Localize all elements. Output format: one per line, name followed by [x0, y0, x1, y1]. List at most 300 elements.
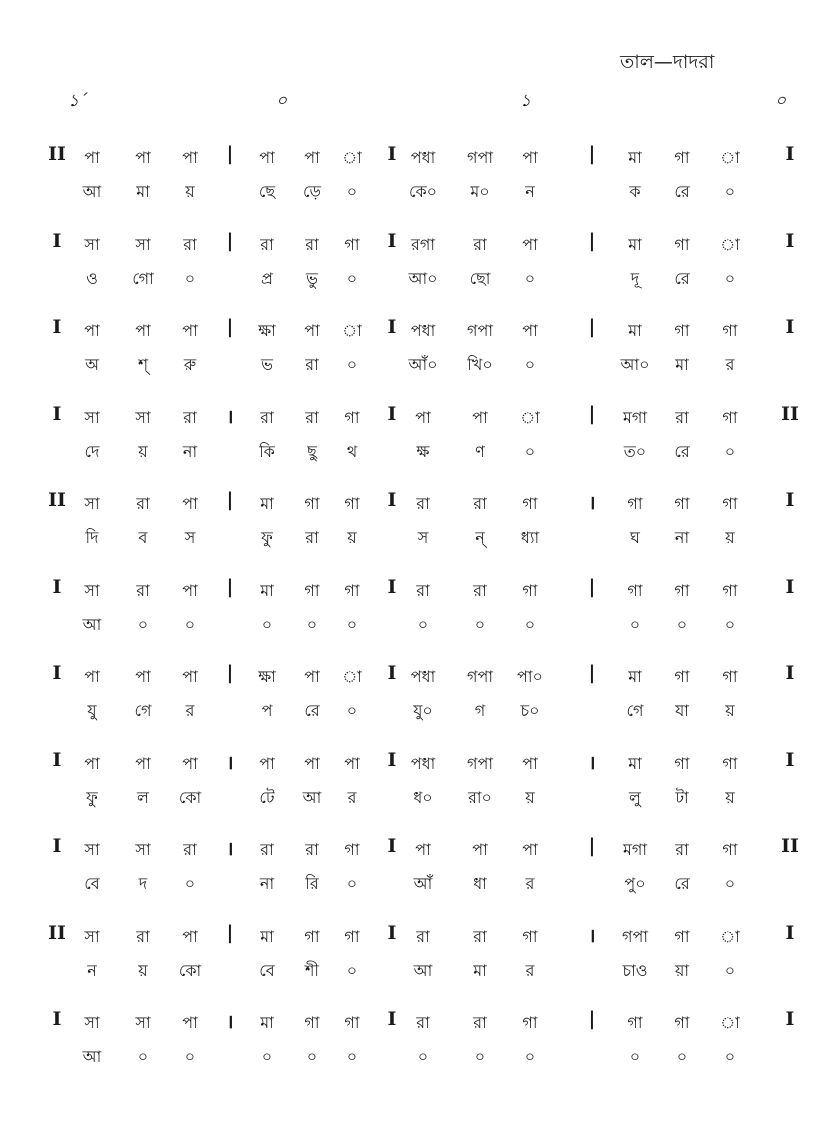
bar-mark: | — [226, 921, 234, 944]
bar-mark: I — [785, 575, 795, 598]
swara-note: মগা — [622, 840, 647, 859]
bar-mark: I — [785, 489, 795, 511]
swara-note: গা — [522, 580, 538, 600]
lyric-syllable: ০ — [346, 701, 358, 720]
swara-note: পা — [472, 840, 488, 859]
swara-note: গা — [344, 580, 360, 600]
lyric-syllable: যু০ — [413, 701, 433, 720]
bar-mark: II — [781, 402, 799, 425]
lyric-syllable: টে — [259, 787, 275, 807]
lyric-syllable: ন্ — [475, 528, 485, 547]
bar-mark: I — [387, 835, 397, 857]
swara-note: গা — [522, 494, 538, 513]
lyric-syllable: ০ — [524, 268, 536, 288]
bar-mark: I — [387, 921, 397, 944]
swara-note: পা — [182, 667, 198, 686]
swara-note: গা — [344, 494, 360, 513]
lyric-syllable: ০ — [261, 1047, 273, 1066]
lyric-line — [0, 871, 840, 903]
bar-mark: | — [226, 575, 234, 598]
swara-note: গা — [674, 494, 690, 513]
bar-mark: I — [387, 748, 397, 771]
bar-mark: II — [781, 835, 799, 857]
lyric-syllable: গো — [132, 268, 154, 288]
swara-note: গা — [344, 926, 360, 946]
swara-note: মা — [628, 321, 642, 340]
notation-row — [0, 318, 840, 398]
swara-note: গা — [344, 407, 360, 427]
swara-note: গপা — [467, 321, 493, 340]
swara-note: পা — [415, 407, 431, 427]
lyric-syllable: ০ — [184, 614, 196, 634]
swara-note: রা — [260, 840, 274, 859]
swara-note: মা — [628, 753, 642, 773]
lyric-line — [0, 439, 840, 471]
lyric-syllable: খি০ — [467, 355, 493, 374]
lyric-syllable: ০ — [524, 355, 536, 374]
lyric-syllable: দে — [84, 441, 100, 461]
swara-note: গা — [522, 926, 538, 946]
lyric-syllable: রি — [305, 874, 319, 893]
lyric-syllable: ০ — [724, 874, 736, 893]
lyric-syllable: ০ — [184, 1047, 196, 1066]
lyric-syllable: কি — [259, 441, 275, 461]
lyric-syllable: পু০ — [624, 874, 646, 893]
swara-note: পধা — [410, 321, 436, 340]
beat-mark: ০ — [276, 91, 288, 111]
bar-mark: | — [588, 316, 596, 338]
swara-note: পা — [84, 321, 100, 340]
bar-mark: I — [52, 748, 62, 771]
swara-note: মা — [260, 494, 274, 513]
swara-note: সা — [84, 840, 100, 859]
bar-mark: I — [785, 1008, 795, 1030]
swara-note: পা — [522, 234, 538, 254]
bar-mark: | — [588, 662, 596, 684]
swara-note: রা — [675, 407, 689, 427]
lyric-syllable: আ — [82, 614, 102, 634]
lyric-syllable: ০ — [724, 182, 736, 201]
lyric-syllable: ০ — [724, 1047, 736, 1066]
lyric-syllable: গে — [134, 701, 152, 720]
lyric-syllable: রা — [305, 528, 319, 547]
lyric-syllable: য় — [725, 528, 735, 547]
lyric-syllable: রে — [674, 268, 690, 288]
swara-note: সা — [135, 407, 151, 427]
swara-note: গা — [674, 1013, 690, 1032]
swara-note: পা — [522, 321, 538, 340]
bar-mark: | — [226, 143, 234, 165]
lyric-syllable: ০ — [474, 614, 486, 634]
swara-note: গা — [674, 926, 690, 946]
swara-note: মা — [260, 1013, 274, 1032]
lyric-syllable: ছু — [307, 441, 317, 461]
swara-line — [0, 229, 840, 264]
lyric-line — [0, 525, 840, 557]
bar-mark: I — [52, 402, 62, 425]
lyric-syllable: শ্ — [137, 355, 149, 374]
bar-mark: I — [387, 316, 397, 338]
lyric-syllable: ০ — [346, 614, 358, 634]
notation-row — [0, 229, 840, 312]
swara-line — [0, 664, 840, 696]
lyric-syllable: ০ — [184, 268, 196, 288]
swara-note: গা — [674, 234, 690, 254]
swara-note: া — [720, 926, 740, 946]
lyric-syllable: ড়ে — [303, 182, 321, 201]
lyric-syllable: ত০ — [623, 441, 647, 461]
bar-mark: I — [785, 229, 795, 252]
lyric-syllable: টা — [675, 787, 689, 807]
swara-note: গপা — [467, 753, 493, 773]
lyric-syllable: ০ — [724, 441, 736, 461]
lyric-syllable: আঁ — [413, 874, 433, 893]
lyric-syllable: ধ্যা — [520, 528, 540, 547]
lyric-syllable: ম০ — [470, 182, 490, 201]
bar-mark: । — [226, 405, 234, 428]
lyric-syllable: মা — [675, 355, 689, 374]
swara-note: গা — [344, 1013, 360, 1032]
lyric-syllable: ভু — [306, 268, 318, 288]
lyric-syllable: ভ — [261, 355, 273, 374]
lyric-line — [0, 1044, 840, 1076]
lyric-syllable: ছো — [469, 268, 491, 288]
lyric-syllable: ০ — [346, 874, 358, 893]
lyric-syllable: স — [417, 528, 429, 547]
swara-note: সা — [135, 1013, 151, 1032]
tala-heading: তাল—দাদরা — [620, 51, 715, 73]
swara-note: পা — [182, 1013, 198, 1032]
swara-note: পা — [135, 321, 151, 340]
lyric-line — [0, 266, 840, 298]
lyric-syllable: শী — [304, 960, 320, 980]
lyric-syllable: দ — [138, 874, 148, 893]
swara-note: গা — [627, 1013, 643, 1032]
swara-note: রা — [136, 580, 150, 600]
swara-note: রা — [416, 580, 430, 600]
swara-note: পা — [182, 148, 198, 167]
swara-note: রা — [260, 407, 274, 427]
lyric-syllable: ০ — [184, 874, 196, 893]
lyric-syllable: ০ — [676, 614, 688, 634]
swara-note: গা — [674, 321, 690, 340]
swara-note: গা — [627, 580, 643, 600]
lyric-syllable: য় — [138, 960, 148, 980]
lyric-syllable: দি — [85, 528, 99, 547]
bar-mark: I — [52, 662, 62, 684]
lyric-syllable: ০ — [724, 960, 736, 980]
swara-note: গা — [674, 148, 690, 167]
swara-note: পধা — [410, 667, 436, 686]
bar-mark: I — [785, 748, 795, 771]
swara-note: পা — [84, 667, 100, 686]
swara-note: রা — [183, 234, 197, 254]
swara-note: রা — [473, 1013, 487, 1032]
swara-line — [0, 402, 840, 437]
lyric-syllable: না — [182, 441, 198, 461]
bar-mark: I — [785, 662, 795, 684]
lyric-syllable: ঘ — [630, 528, 640, 547]
swara-note: রা — [473, 926, 487, 946]
swara-note: রা — [416, 494, 430, 513]
swara-note: সা — [84, 926, 100, 946]
bar-mark: | — [588, 229, 596, 252]
bar-mark: II — [48, 921, 66, 944]
lyric-syllable: ন — [87, 960, 97, 980]
lyric-syllable: থ — [346, 441, 358, 461]
lyric-syllable: য় — [138, 441, 148, 461]
bar-mark: I — [785, 316, 795, 338]
lyric-syllable: চ০ — [520, 701, 540, 720]
lyric-syllable: না — [259, 874, 275, 893]
lyric-line — [0, 179, 840, 211]
swara-note: রা — [473, 494, 487, 513]
swara-note: গা — [344, 840, 360, 859]
lyric-syllable: ০ — [346, 1047, 358, 1066]
bar-mark: I — [52, 316, 62, 338]
lyric-syllable: বে — [84, 874, 100, 893]
notation-row — [0, 748, 840, 831]
swara-note: গা — [722, 753, 738, 773]
swara-note: গা — [674, 667, 690, 686]
lyric-syllable: ০ — [724, 268, 736, 288]
lyric-syllable: ০ — [261, 614, 273, 634]
swara-line — [0, 575, 840, 610]
swara-note: মা — [628, 148, 642, 167]
lyric-syllable: আঁ০ — [408, 355, 438, 374]
notation-row — [0, 921, 840, 1004]
lyric-syllable: ০ — [306, 614, 318, 634]
bar-mark: I — [387, 1008, 397, 1030]
swara-note: গপা — [467, 148, 493, 167]
lyric-syllable: ০ — [676, 1047, 688, 1066]
lyric-syllable: আ — [82, 182, 102, 201]
lyric-line — [0, 352, 840, 384]
swara-note: গা — [627, 494, 643, 513]
lyric-syllable: মা — [136, 182, 150, 201]
bar-mark: | — [226, 229, 234, 252]
swara-note: পা — [84, 148, 100, 167]
swara-note: রা — [183, 840, 197, 859]
swara-note: গপা — [467, 667, 493, 686]
swara-note: গা — [674, 753, 690, 773]
swara-note: রা — [183, 407, 197, 427]
bar-mark: II — [48, 489, 66, 511]
swara-note: পা — [259, 753, 275, 773]
swara-note: পা — [182, 926, 198, 946]
swara-note: মা — [628, 234, 642, 254]
bar-mark: I — [387, 575, 397, 598]
swara-line — [0, 921, 840, 956]
swara-note: রা — [473, 580, 487, 600]
swara-note: গা — [722, 667, 738, 686]
swara-note: রা — [136, 926, 150, 946]
swara-note: গপা — [622, 926, 648, 946]
lyric-syllable: ধা — [473, 874, 487, 893]
swara-note: গা — [674, 580, 690, 600]
swara-note: া — [720, 234, 740, 254]
lyric-syllable: কো — [178, 960, 202, 980]
swara-note: ক্ষা — [258, 667, 276, 686]
lyric-syllable: ০ — [629, 1047, 641, 1066]
swara-note: রা — [305, 234, 319, 254]
lyric-syllable: মা — [473, 960, 487, 980]
swara-note: পা — [182, 321, 198, 340]
lyric-syllable: ০ — [524, 441, 536, 461]
beat-marks-row — [0, 88, 840, 116]
lyric-syllable: ০ — [346, 182, 358, 201]
lyric-syllable: ০ — [346, 960, 358, 980]
lyric-syllable: আ — [413, 960, 433, 980]
lyric-syllable: ০ — [524, 614, 536, 634]
bar-mark: I — [52, 575, 62, 598]
swara-note: গা — [304, 926, 320, 946]
swara-note: গা — [344, 234, 360, 254]
swara-note: রা — [260, 234, 274, 254]
lyric-syllable: স — [184, 528, 196, 547]
bar-mark: I — [52, 835, 62, 857]
lyric-syllable: কে০ — [408, 182, 438, 201]
lyric-syllable: ও — [86, 268, 98, 288]
swara-note: পা — [135, 148, 151, 167]
bar-mark: I — [52, 229, 62, 252]
swara-note: পা — [522, 753, 538, 773]
bar-mark: I — [785, 143, 795, 165]
lyric-syllable: য়া — [674, 960, 690, 980]
lyric-syllable: বে — [259, 960, 275, 980]
lyric-syllable: না — [674, 528, 690, 547]
lyric-syllable: ০ — [306, 1047, 318, 1066]
beat-mark: ১´ — [68, 91, 88, 111]
swara-note: সা — [84, 234, 100, 254]
lyric-syllable: ক — [629, 182, 641, 201]
bar-mark: I — [387, 489, 397, 511]
bar-mark: | — [588, 575, 596, 598]
swara-note: পা — [182, 494, 198, 513]
swara-note: া — [520, 407, 540, 427]
bar-mark: I — [387, 143, 397, 165]
lyric-syllable: ০ — [346, 355, 358, 374]
bar-mark: II — [48, 143, 66, 165]
lyric-syllable: য় — [725, 787, 735, 807]
lyric-syllable: ০ — [137, 1047, 149, 1066]
bar-mark: । — [226, 1011, 234, 1033]
swara-note: গা — [304, 494, 320, 513]
bar-mark: I — [387, 662, 397, 684]
swara-note: রা — [416, 926, 430, 946]
swara-line — [0, 318, 840, 350]
swara-note: া — [342, 667, 362, 686]
swara-note: মা — [628, 667, 642, 686]
swara-note: পা — [522, 148, 538, 167]
swara-note: সা — [84, 1013, 100, 1032]
swara-note: গা — [722, 840, 738, 859]
swara-note: পা — [84, 753, 100, 773]
beat-mark: ০ — [775, 91, 787, 111]
swara-note: া — [720, 148, 740, 167]
swara-note: রা — [416, 1013, 430, 1032]
swara-line — [0, 837, 840, 869]
lyric-syllable: দূ — [630, 268, 640, 288]
lyric-syllable: লু — [629, 787, 641, 807]
lyric-syllable: ০ — [346, 268, 358, 288]
swara-note: সা — [135, 234, 151, 254]
swara-note: পা — [522, 840, 538, 859]
lyric-syllable: ল — [137, 787, 149, 807]
lyric-syllable: ০ — [724, 614, 736, 634]
bar-mark: | — [588, 835, 596, 857]
lyric-syllable: র — [185, 701, 195, 720]
lyric-syllable: র — [525, 874, 535, 893]
bar-mark: | — [226, 662, 234, 684]
lyric-syllable: আ০ — [620, 355, 650, 374]
lyric-syllable: আ — [302, 787, 322, 807]
lyric-syllable: র — [725, 355, 735, 374]
swara-note: পা — [304, 753, 320, 773]
lyric-syllable: প — [261, 701, 273, 720]
notation-row — [0, 1010, 840, 1090]
swara-note: া — [342, 148, 362, 167]
swara-note: রা — [305, 840, 319, 859]
notation-row — [0, 402, 840, 485]
swara-note: পা০ — [517, 667, 543, 686]
bar-mark: I — [785, 921, 795, 944]
bar-mark: I — [52, 1008, 62, 1030]
lyric-syllable: ন — [525, 182, 535, 201]
lyric-syllable: আ০ — [408, 268, 438, 288]
bar-mark: I — [387, 402, 397, 425]
lyric-syllable: অ — [85, 355, 99, 374]
swara-note: গা — [722, 321, 738, 340]
lyric-syllable: চাও — [622, 960, 648, 980]
swara-note: রা — [675, 840, 689, 859]
swara-note: গা — [722, 494, 738, 513]
lyric-syllable: রে — [304, 701, 320, 720]
swara-note: পা — [304, 667, 320, 686]
lyric-syllable: ব — [138, 528, 148, 547]
swara-note: পা — [472, 407, 488, 427]
swara-note: পা — [135, 753, 151, 773]
swara-note: পধা — [410, 753, 436, 773]
swara-note: া — [342, 321, 362, 340]
swara-note: া — [720, 1013, 740, 1032]
lyric-syllable: রে — [674, 874, 690, 893]
lyric-syllable: যা — [675, 701, 689, 720]
lyric-syllable: ক্ষ — [416, 441, 430, 461]
bar-mark: | — [588, 1008, 596, 1030]
swara-note: পধা — [410, 148, 436, 167]
lyric-syllable: য় — [347, 528, 357, 547]
swara-note: মা — [260, 580, 274, 600]
swara-note: পা — [259, 148, 275, 167]
swara-note: গা — [304, 1013, 320, 1032]
swara-note: পা — [182, 753, 198, 773]
swara-note: রা — [473, 234, 487, 254]
swara-note: গা — [304, 580, 320, 600]
lyric-syllable: ধ০ — [413, 787, 433, 807]
bar-mark: । — [588, 924, 596, 947]
notation-row — [0, 837, 840, 917]
swara-note: পা — [415, 840, 431, 859]
lyric-syllable: ০ — [524, 1047, 536, 1066]
swara-note: রা — [136, 494, 150, 513]
lyric-line — [0, 958, 840, 990]
bar-mark: I — [387, 229, 397, 252]
swara-note: পা — [304, 321, 320, 340]
swara-note: সা — [84, 580, 100, 600]
lyric-syllable: ফু — [261, 528, 273, 547]
swara-note: ক্ষা — [258, 321, 276, 340]
